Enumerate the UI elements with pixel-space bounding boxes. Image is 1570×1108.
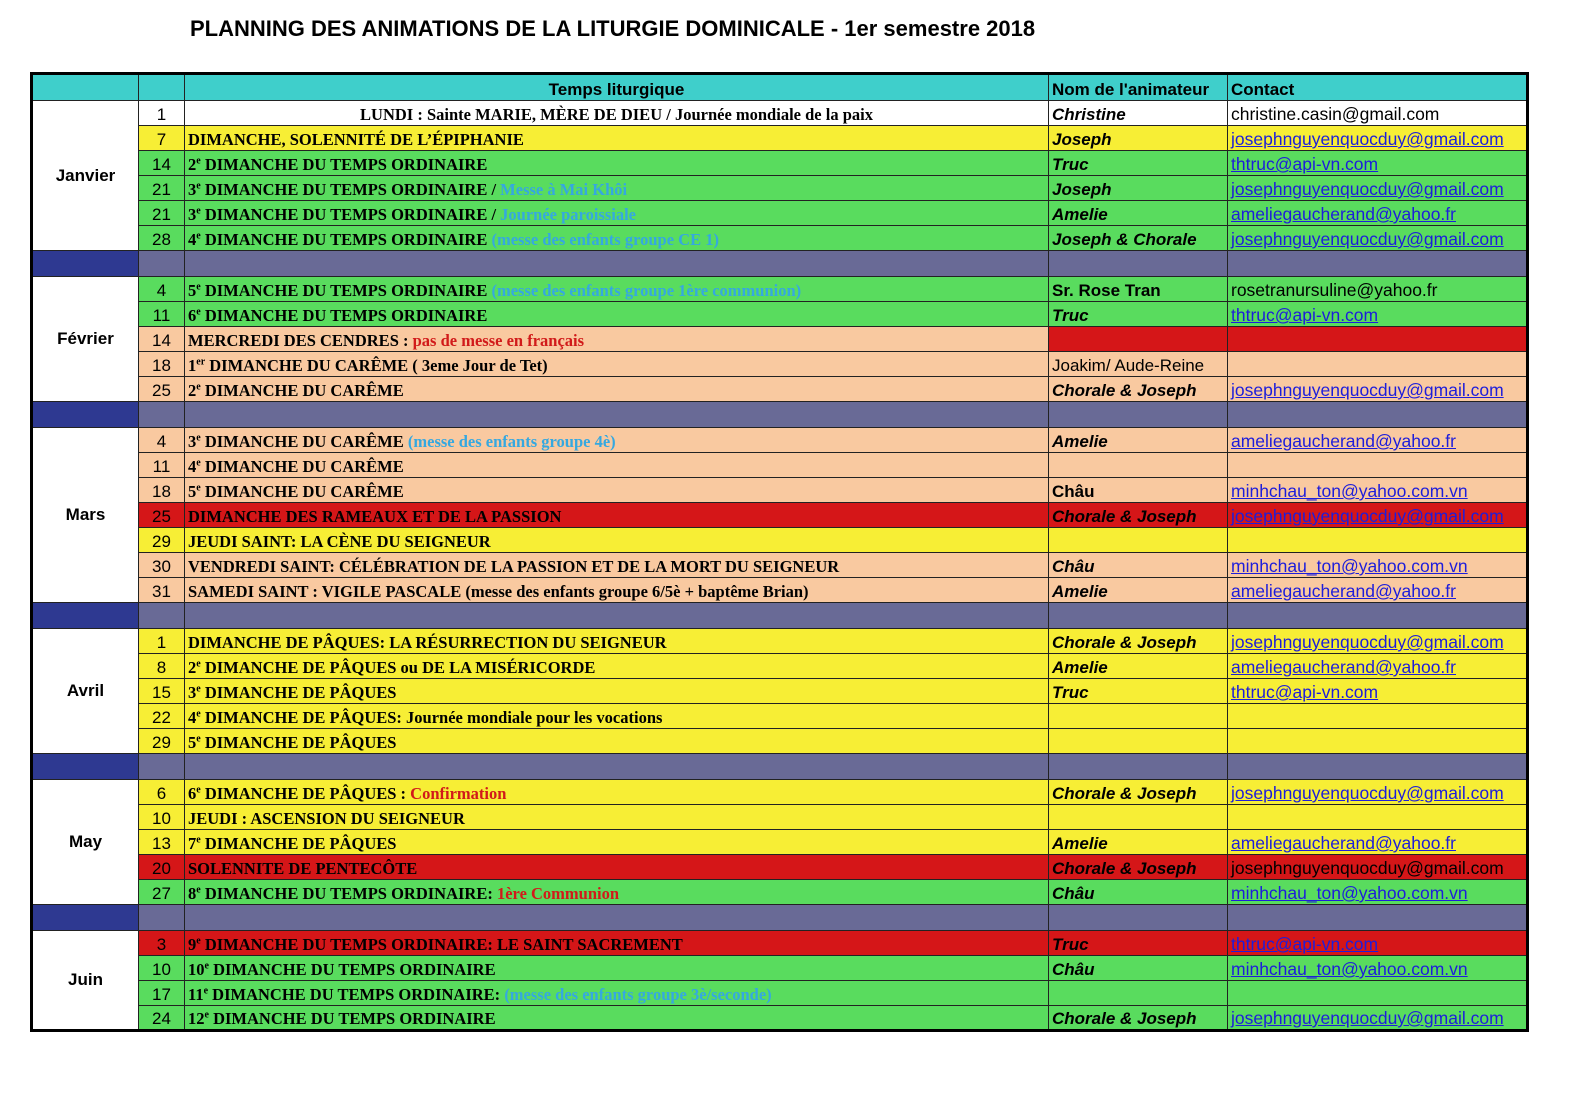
month-cell: Janvier [32,101,139,251]
liturgy-text: DIMANCHE DE PÂQUES [204,733,397,752]
liturgy-text: DIMANCHE DE PÂQUES [204,834,397,853]
table-row [32,931,1528,956]
liturgy-text: DIMANCHE DU TEMPS ORDINAIRE / [204,205,501,224]
day-cell: 24 [139,1006,185,1031]
liturgy-text: DIMANCHE DU TEMPS ORDINAIRE: [212,985,505,1004]
ordinal-suffix: e [196,205,201,217]
liturgy-text: DIMANCHE DU TEMPS ORDINAIRE [204,230,492,249]
liturgy-cell: 6e DIMANCHE DU TEMPS ORDINAIRE [185,302,1049,327]
animator-cell: Amelie [1049,578,1228,603]
animator-cell: Amelie [1049,201,1228,226]
liturgy-text: JEUDI SAINT: LA CÈNE DU SEIGNEUR [188,532,491,551]
contact-cell: rosetranursuline@yahoo.fr [1228,277,1528,302]
contact-email-link[interactable]: thtruc@api-vn.com [1228,931,1528,956]
liturgy-cell: 2e DIMANCHE DE PÂQUES ou DE LA MISÉRICORDE [185,654,1049,679]
liturgy-cell [185,528,1049,553]
table-row [32,277,1528,302]
animator-cell: Chorale & Joseph [1049,377,1228,402]
separator-cell [185,251,1049,277]
animator-cell [1049,805,1228,830]
liturgy-cell: 1er DIMANCHE DU CARÊME ( 3eme Jour de Tet) [185,352,1049,377]
table-row [32,780,1528,805]
liturgy-cell [185,503,1049,528]
ordinal-suffix: e [196,482,201,494]
day-cell: 25 [139,503,185,528]
header-day [139,74,185,101]
month-cell: Mars [32,428,139,603]
table-row [32,578,1528,603]
separator-cell [32,402,139,428]
separator-cell [1228,754,1528,780]
ordinal-suffix: e [203,985,209,997]
contact-cell [1228,704,1528,729]
liturgy-text: DIMANCHE DU CARÊME ( 3eme Jour de Tet) [209,356,548,375]
animator-cell [1049,981,1228,1006]
liturgy-text: DIMANCHE DU TEMPS ORDINAIRE: LE SAINT SACREMENT [204,935,683,954]
liturgy-text: DIMANCHE DE PÂQUES : [204,784,411,803]
liturgy-cell [185,126,1049,151]
liturgy-cell: 8e DIMANCHE DU TEMPS ORDINAIRE: 1ère Communion [185,880,1049,905]
table-row [32,453,1528,478]
liturgy-cell: 4e DIMANCHE DU TEMPS ORDINAIRE (messe des enfants groupe CE 1) [185,226,1049,251]
liturgy-cell [185,327,1049,352]
liturgy-cell: 3e DIMANCHE DU CARÊME (messe des enfants groupe 4è) [185,428,1049,453]
day-cell: 21 [139,176,185,201]
ordinal-suffix: e [196,884,201,896]
table-row [32,126,1528,151]
contact-cell [1228,327,1528,352]
month-separator-row [32,905,1528,931]
separator-cell [1049,905,1228,931]
table-row [32,151,1528,176]
day-cell: 11 [139,453,185,478]
day-cell: 18 [139,352,185,377]
day-cell: 7 [139,126,185,151]
month-cell: May [32,780,139,905]
month-cell: Février [32,277,139,402]
contact-email-link[interactable]: josephnguyenquocduy@gmail.com [1228,126,1528,151]
liturgy-note: (messe des enfants groupe 3è/seconde) [504,985,772,1004]
day-cell: 11 [139,302,185,327]
table-row [32,302,1528,327]
table-row [32,352,1528,377]
separator-cell [139,905,185,931]
separator-cell [32,754,139,780]
table-row [32,629,1528,654]
table-row [32,101,1528,126]
day-cell: 4 [139,428,185,453]
separator-cell [1049,402,1228,428]
liturgy-cell: 3e DIMANCHE DU TEMPS ORDINAIRE / Messe à Mai Khôi [185,176,1049,201]
table-row [32,805,1528,830]
animator-cell: Joseph [1049,126,1228,151]
contact-cell [1228,352,1528,377]
animator-cell: Truc [1049,679,1228,704]
liturgy-text: DIMANCHE DES RAMEAUX ET DE LA PASSION [188,507,562,526]
ordinal-suffix: e [196,230,201,242]
header-liturgy: Temps liturgique [185,74,1049,101]
table-row [32,226,1528,251]
liturgy-note: 1ère Communion [496,884,620,903]
separator-cell [1228,905,1528,931]
animator-cell [1049,729,1228,754]
table-row [32,855,1528,880]
contact-email-link[interactable]: ameliegaucherand@yahoo.fr [1228,830,1528,855]
liturgy-cell: 11e DIMANCHE DU TEMPS ORDINAIRE: (messe des enfants groupe 3è/seconde) [185,981,1049,1006]
ordinal-suffix: e [196,155,201,167]
animator-cell: Châu [1049,880,1228,905]
day-cell: 3 [139,931,185,956]
liturgy-text: DIMANCHE DU TEMPS ORDINAIRE [204,155,488,174]
table-row [32,654,1528,679]
liturgy-cell: 4e DIMANCHE DE PÂQUES: Journée mondiale pour les vocations [185,704,1049,729]
animator-cell: Christine [1049,101,1228,126]
day-cell: 29 [139,729,185,754]
contact-cell [1228,453,1528,478]
table-row [32,176,1528,201]
animator-cell: Châu [1049,478,1228,503]
liturgy-cell: 4e DIMANCHE DU CARÊME [185,453,1049,478]
liturgy-text: DIMANCHE DU CARÊME [204,432,408,451]
contact-email-link[interactable]: thtruc@api-vn.com [1228,679,1528,704]
contact-email-link[interactable]: josephnguyenquocduy@gmail.com [1228,780,1528,805]
day-cell: 10 [139,956,185,981]
animator-cell [1049,327,1228,352]
liturgy-cell [185,629,1049,654]
header-contact: Contact [1228,74,1528,101]
header-animator: Nom de l'animateur [1049,74,1228,101]
liturgy-note: (messe des enfants groupe 1ère communion) [491,281,802,300]
separator-cell [32,905,139,931]
liturgy-cell [185,805,1049,830]
liturgy-text: DIMANCHE DE PÂQUES [204,683,397,702]
animator-cell: Joseph & Chorale [1049,226,1228,251]
animator-cell: Amelie [1049,428,1228,453]
animator-cell: Joakim/ Aude-Reine [1049,352,1228,377]
ordinal-suffix: e [196,834,201,846]
separator-cell [1228,402,1528,428]
liturgy-text: DIMANCHE DU TEMPS ORDINAIRE [213,1009,496,1028]
liturgy-note: Confirmation [410,784,507,803]
liturgy-text: LUNDI : Sainte MARIE, MÈRE DE DIEU / Journée mondiale de la paix [360,105,873,124]
month-cell: Avril [32,629,139,754]
liturgy-cell: 12e DIMANCHE DU TEMPS ORDINAIRE [185,1006,1049,1031]
liturgy-cell: 9e DIMANCHE DU TEMPS ORDINAIRE: LE SAINT SACREMENT [185,931,1049,956]
table-row [32,880,1528,905]
liturgy-note: (messe des enfants groupe 4è) [407,432,616,451]
liturgy-cell [185,855,1049,880]
separator-cell [185,402,1049,428]
table-row [32,729,1528,754]
separator-cell [185,603,1049,629]
contact-email-link[interactable]: josephnguyenquocduy@gmail.com [1228,629,1528,654]
separator-cell [139,402,185,428]
ordinal-suffix: e [196,457,201,469]
contact-email-link[interactable]: thtruc@api-vn.com [1228,151,1528,176]
separator-cell [139,603,185,629]
liturgy-text: JEUDI : ASCENSION DU SEIGNEUR [188,809,465,828]
liturgy-text: SAMEDI SAINT : VIGILE PASCALE (messe des enfants groupe 6/5è + baptême Brian) [188,582,809,601]
liturgy-cell: 10e DIMANCHE DU TEMPS ORDINAIRE [185,956,1049,981]
contact-cell [1228,981,1528,1006]
contact-email-link[interactable]: ameliegaucherand@yahoo.fr [1228,428,1528,453]
table-row [32,478,1528,503]
day-cell: 10 [139,805,185,830]
table-row [32,553,1528,578]
liturgy-text: DIMANCHE, SOLENNITÉ DE L’ÉPIPHANIE [188,130,524,149]
animator-cell: Truc [1049,931,1228,956]
table-row [32,679,1528,704]
separator-cell [1049,754,1228,780]
day-cell: 8 [139,654,185,679]
day-cell: 22 [139,704,185,729]
contact-email-link[interactable]: minhchau_ton@yahoo.com.vn [1228,553,1528,578]
liturgy-cell: 3e DIMANCHE DE PÂQUES [185,679,1049,704]
ordinal-suffix: e [204,960,209,972]
month-separator-row [32,603,1528,629]
contact-email-link[interactable]: ameliegaucherand@yahoo.fr [1228,201,1528,226]
liturgy-text: DIMANCHE DU TEMPS ORDINAIRE / [204,180,501,199]
animator-cell: Truc [1049,151,1228,176]
month-cell: Juin [32,931,139,1031]
animator-cell: Sr. Rose Tran [1049,277,1228,302]
contact-email-link[interactable]: minhchau_ton@yahoo.com.vn [1228,478,1528,503]
animator-cell [1049,453,1228,478]
day-cell: 21 [139,201,185,226]
ordinal-suffix: e [204,1009,209,1021]
day-cell: 20 [139,855,185,880]
liturgy-text: DIMANCHE DU TEMPS ORDINAIRE: [204,884,497,903]
liturgy-cell: 5e DIMANCHE DU TEMPS ORDINAIRE (messe des enfants groupe 1ère communion) [185,277,1049,302]
day-cell: 25 [139,377,185,402]
day-cell: 1 [139,629,185,654]
month-separator-row [32,402,1528,428]
liturgy-text: DIMANCHE DE PÂQUES ou DE LA MISÉRICORDE [204,658,596,677]
contact-cell [1228,805,1528,830]
contact-cell [1228,528,1528,553]
day-cell: 17 [139,981,185,1006]
table-row [32,428,1528,453]
liturgy-text: DIMANCHE DE PÂQUES: Journée mondiale pour les vocations [204,708,663,727]
liturgy-cell: 6e DIMANCHE DE PÂQUES : Confirmation [185,780,1049,805]
ordinal-suffix: e [196,281,201,293]
day-cell: 30 [139,553,185,578]
ordinal-suffix: e [196,784,201,796]
separator-cell [1228,251,1528,277]
month-separator-row [32,251,1528,277]
ordinal-suffix: e [196,658,201,670]
liturgy-text: MERCREDI DES CENDRES : [188,331,413,350]
header-row [32,74,1528,101]
liturgy-note: (messe des enfants groupe CE 1) [491,230,719,249]
liturgy-cell: 5e DIMANCHE DU CARÊME [185,478,1049,503]
contact-email-link[interactable]: josephnguyenquocduy@gmail.com [1228,377,1528,402]
contact-cell: christine.casin@gmail.com [1228,101,1528,126]
table-row [32,830,1528,855]
table-row [32,1006,1528,1031]
animator-cell: Chorale & Joseph [1049,855,1228,880]
contact-email-link[interactable]: josephnguyenquocduy@gmail.com [1228,1006,1528,1031]
table-row [32,327,1528,352]
day-cell: 1 [139,101,185,126]
animator-cell: Amelie [1049,830,1228,855]
liturgy-text: SOLENNITE DE PENTECÔTE [188,859,418,878]
separator-cell [32,603,139,629]
ordinal-suffix: e [196,432,201,444]
liturgy-text: VENDREDI SAINT: CÉLÉBRATION DE LA PASSION ET DE LA MORT DU SEIGNEUR [188,557,840,576]
contact-email-link[interactable]: minhchau_ton@yahoo.com.vn [1228,956,1528,981]
liturgy-schedule-table [30,72,1529,1032]
ordinal-suffix: e [196,733,201,745]
day-cell: 18 [139,478,185,503]
separator-cell [1228,603,1528,629]
animator-cell: Truc [1049,302,1228,327]
ordinal-suffix: e [196,935,201,947]
liturgy-note: pas de messe en français [412,331,585,350]
table-row [32,201,1528,226]
animator-cell: Chorale & Joseph [1049,780,1228,805]
ordinal-suffix: e [196,683,201,695]
separator-cell [185,754,1049,780]
table-row [32,528,1528,553]
day-cell: 31 [139,578,185,603]
liturgy-cell: 7e DIMANCHE DE PÂQUES [185,830,1049,855]
separator-cell [1049,251,1228,277]
liturgy-note: Messe à Mai Khôi [500,180,628,199]
animator-cell: Chorale & Joseph [1049,503,1228,528]
liturgy-cell: 2e DIMANCHE DU CARÊME [185,377,1049,402]
day-cell: 29 [139,528,185,553]
animator-cell: Châu [1049,956,1228,981]
liturgy-cell [185,101,1049,126]
liturgy-cell: 3e DIMANCHE DU TEMPS ORDINAIRE / Journée paroissiale [185,201,1049,226]
animator-cell [1049,528,1228,553]
page-title: PLANNING DES ANIMATIONS DE LA LITURGIE DOMINICALE - 1er semestre 2018 [190,16,1036,41]
header-month [32,74,139,101]
separator-cell [139,754,185,780]
animator-cell: Châu [1049,553,1228,578]
contact-email-link[interactable]: ameliegaucherand@yahoo.fr [1228,654,1528,679]
day-cell: 28 [139,226,185,251]
ordinal-suffix: e [196,708,201,720]
contact-email-link[interactable]: josephnguyenquocduy@gmail.com [1228,176,1528,201]
animator-cell: Joseph [1049,176,1228,201]
liturgy-text: DIMANCHE DU TEMPS ORDINAIRE [204,281,492,300]
contact-email-link[interactable]: josephnguyenquocduy@gmail.com [1228,226,1528,251]
animator-cell: Chorale & Joseph [1049,629,1228,654]
contact-email-link[interactable]: ameliegaucherand@yahoo.fr [1228,578,1528,603]
liturgy-text: DIMANCHE DE PÂQUES: LA RÉSURRECTION DU SEIGNEUR [188,633,667,652]
liturgy-text: DIMANCHE DU TEMPS ORDINAIRE [204,306,488,325]
contact-email-link[interactable]: minhchau_ton@yahoo.com.vn [1228,880,1528,905]
liturgy-cell: 2e DIMANCHE DU TEMPS ORDINAIRE [185,151,1049,176]
separator-cell [32,251,139,277]
contact-email-link[interactable]: thtruc@api-vn.com [1228,302,1528,327]
liturgy-cell [185,553,1049,578]
animator-cell [1049,704,1228,729]
day-cell: 4 [139,277,185,302]
day-cell: 13 [139,830,185,855]
table-row [32,956,1528,981]
liturgy-text: DIMANCHE DU TEMPS ORDINAIRE [213,960,496,979]
liturgy-cell [185,578,1049,603]
table-row [32,981,1528,1006]
contact-email-link[interactable]: josephnguyenquocduy@gmail.com [1228,503,1528,528]
ordinal-suffix: e [196,180,201,192]
liturgy-text: DIMANCHE DU CARÊME [204,381,404,400]
separator-cell [185,905,1049,931]
animator-cell: Chorale & Joseph [1049,1006,1228,1031]
day-cell: 27 [139,880,185,905]
table-row [32,377,1528,402]
day-cell: 15 [139,679,185,704]
contact-cell: josephnguyenquocduy@gmail.com [1228,855,1528,880]
liturgy-text: DIMANCHE DU CARÊME [204,457,404,476]
separator-cell [1049,603,1228,629]
separator-cell [139,251,185,277]
ordinal-suffix: e [196,306,201,318]
month-separator-row [32,754,1528,780]
day-cell: 6 [139,780,185,805]
liturgy-cell: 5e DIMANCHE DE PÂQUES [185,729,1049,754]
day-cell: 14 [139,327,185,352]
liturgy-note: Journée paroissiale [500,205,636,224]
ordinal-suffix: er [196,356,206,368]
day-cell: 14 [139,151,185,176]
animator-cell: Amelie [1049,654,1228,679]
ordinal-suffix: e [196,381,201,393]
table-row [32,704,1528,729]
contact-cell [1228,729,1528,754]
liturgy-text: DIMANCHE DU CARÊME [204,482,404,501]
table-row [32,503,1528,528]
